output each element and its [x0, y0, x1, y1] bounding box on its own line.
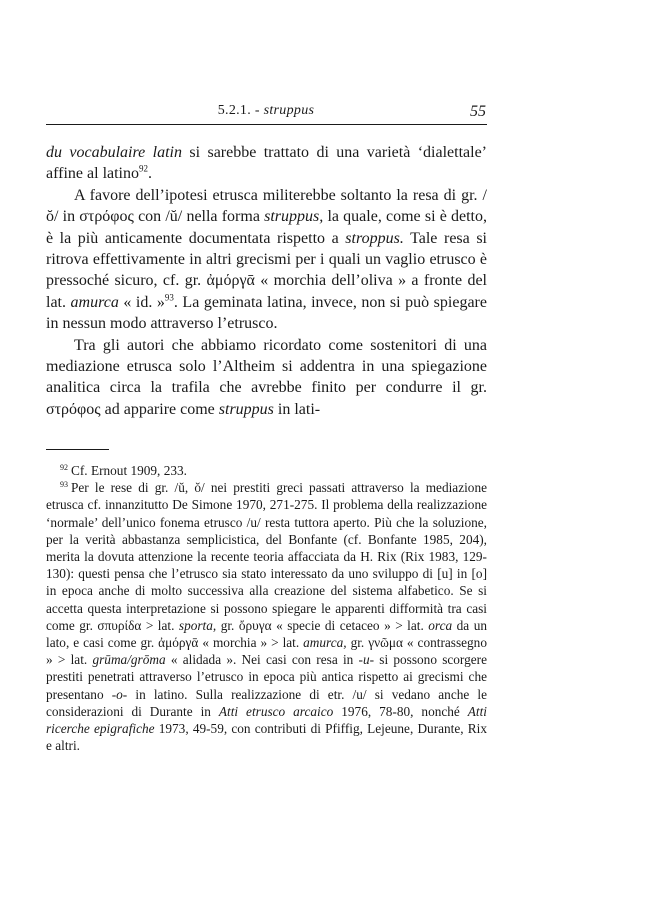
footnote-marker: 93 [60, 479, 68, 489]
footnote-marker: 92 [60, 462, 68, 472]
footnote-93: $^{93}$ Per le rese di gr. /ŭ, ŏ/ nei prestiti greci passati attraverso la mediazione etrusca cf. innanzitutto De Simone 1970, 271-275. Il problema della realizzazione ‘normale’ dell’unico fonema etrusco /u/ resta tuttora aperto. Più che la soluzione, per la verità abbastanza semplicistica, del Bonfante (cf. Bonfante 1985, 204), merita la dovuta attenzione la recente teoria affacciata da H. Rix (Rix 1983, 129-130): questi pensa che l’etrusco sia stato interessato da uno sviluppo di [u] in [o] in epoca anche di molto successiva alla creazione del sistema alfabetico. Se si accetta questa interpretazione si possono spiegare le apparenti difformità tra casi come gr. σπυρίδα > lat. sporta, gr. ὄρυγα « specie di cetaceo » > lat. orca da un lato, e casi come gr. ἀμόργᾱ « morchia » > lat. amurca, gr. γνῶμα « contrassegno » > lat. grūma/grōma « alidada ». Nei casi con resa in -u- si possono scorgere prestiti penetrati attraverso l’etrusco in epoca più antica rispetto ai grecismi che presentano -o- in latino. Sulla realizzazione di etr. /u/ si vedano anche le considerazioni di Durante in Atti etrusco arcaico 1976, 78-80, nonché Atti ricerche epigrafiche 1973, 49-59, con contributi di Pfiffig, Lejeune, Durante, Rix e altri. [46, 479, 488, 754]
header-rule [46, 124, 487, 125]
paragraph-3: Tra gli autori che abbiamo ricordato come sostenitori di una mediazione etrusca solo l’Altheim si addentra in una spiegazione analitica circa la trafila che avrebbe finito per condurre il gr. στρόφος ad apparire come struppus in lati- [46, 336, 487, 418]
footnote-92: $^{92}$ Cf. Ernout 1909, 233. [60, 462, 187, 478]
footnote-ref-92: 92 [139, 164, 148, 175]
paragraph-1: du vocabulaire latin si sarebbe trattato di una varietà ‘dialettale’ affine al latino$^{92}$. [46, 144, 488, 183]
running-head [46, 103, 486, 121]
main-text [46, 142, 487, 420]
running-head-keyword: struppus [263, 103, 315, 118]
running-head-title: 5.2.1. - struppus [217, 103, 315, 118]
footnotes [46, 462, 487, 754]
page-number: 55 [470, 103, 486, 120]
paragraph-2: A favore dell’ipotesi etrusca militerebbe soltanto la resa di gr. /ŏ/ in στρόφος con /ŭ/ nella forma struppus, la quale, come si è detto, è la più anticamente documentata rispetto a stroppus. Tale resa si ritrova effettivamente in altri grecismi per i quali un vaglio etrusco è pressoché sicuro, cf. gr. ἀμόργᾱ « morchia dell’oliva » a fronte del lat. amurca « id. »$^{93}$. La geminata latina, invece, non si può spiegare in nessun modo attraverso l’etrusco. [46, 186, 487, 333]
footnote-ref-93: 93 [164, 292, 174, 303]
footnote-rule [46, 449, 109, 450]
